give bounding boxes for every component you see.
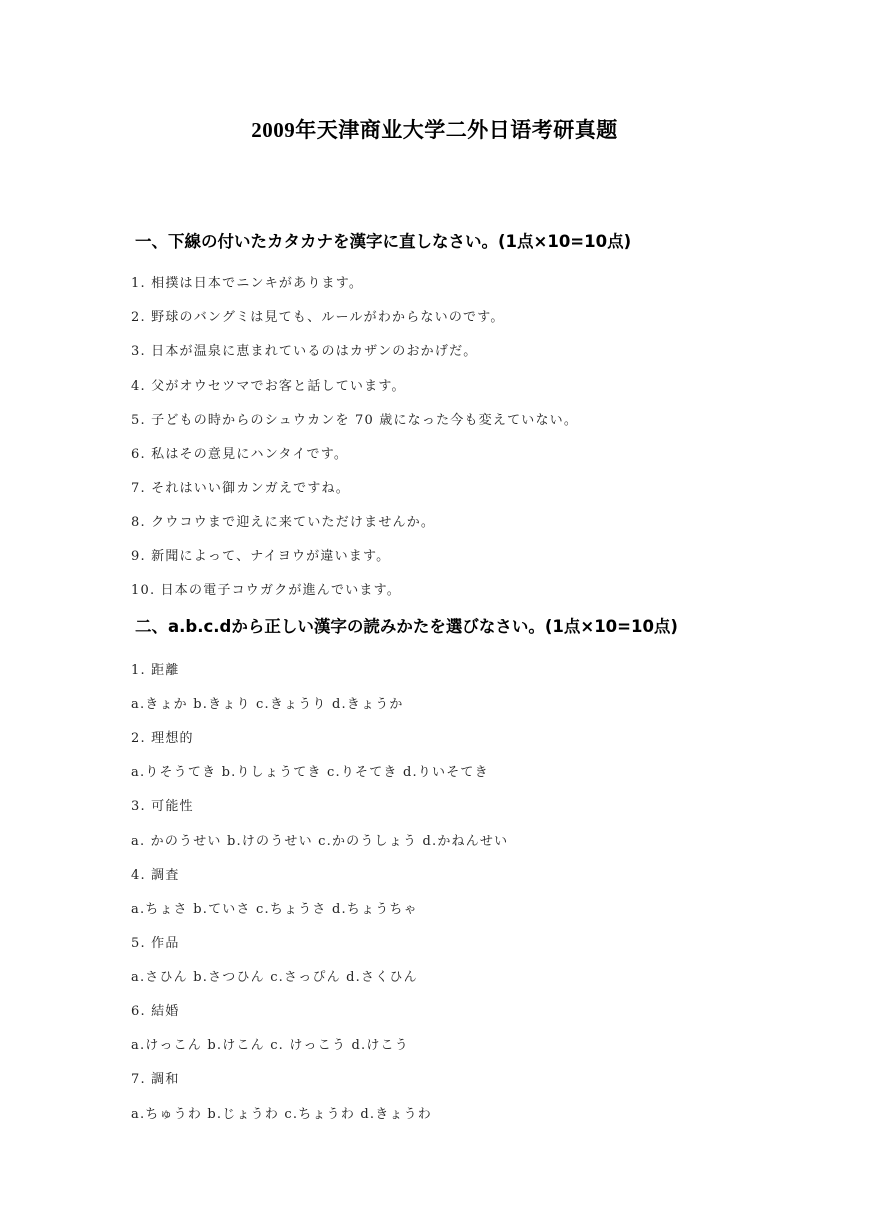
section-2-question: 6. 結婚: [131, 1004, 180, 1019]
section-1-item: 3. 日本が温泉に恵まれているのはカザンのおかげだ。: [131, 344, 478, 359]
section-2-question: 3. 可能性: [131, 799, 194, 814]
section-1-item: 5. 子どもの時からのシュウカンを 70 歳になった今も変えていない。: [131, 413, 579, 428]
section-2-options: a.さひん b.さつひん c.さっぴん d.さくひん: [131, 970, 418, 985]
section-1-item: 4. 父がオウセツマでお客と話しています。: [131, 379, 406, 394]
section-2-question: 2. 理想的: [131, 731, 194, 746]
section-1-heading: 一、下線の付いたカタカナを漢字に直しなさい。(1点×10=10点): [135, 232, 632, 251]
section-2-question: 4. 調査: [131, 868, 180, 883]
section-2-heading: 二、a.b.c.dから正しい漢字の読みかたを選びなさい。(1点×10=10点): [135, 617, 678, 636]
page-title: 2009年天津商业大学二外日语考研真题: [251, 118, 618, 142]
section-2-options: a.きょか b.きょり c.きょうり d.きょうか: [131, 697, 404, 712]
section-1-item: 9. 新聞によって、ナイヨウが違います。: [131, 549, 391, 564]
section-2-options: a.ちゅうわ b.じょうわ c.ちょうわ d.きょうわ: [131, 1107, 433, 1122]
section-1-item: 2. 野球のバングミは見ても、ルールがわからないのです。: [131, 310, 505, 325]
section-2-options: a. かのうせい b.けのうせい c.かのうしょう d.かねんせい: [131, 834, 509, 849]
section-1-item: 10. 日本の電子コウガクが進んでいます。: [131, 583, 401, 598]
section-2-question: 1. 距離: [131, 663, 180, 678]
section-2-options: a.けっこん b.けこん c. けっこう d.けこう: [131, 1038, 409, 1053]
section-2-options: a.ちょさ b.ていさ c.ちょうさ d.ちょうちゃ: [131, 902, 418, 917]
section-2-question: 5. 作品: [131, 936, 180, 951]
section-2-question: 7. 調和: [131, 1072, 180, 1087]
section-1-item: 1. 相撲は日本でニンキがあります。: [131, 276, 364, 291]
section-1-item: 6. 私はその意見にハンタイです。: [131, 447, 349, 462]
section-2-options: a.りそうてき b.りしょうてき c.りそてき d.りいそてき: [131, 765, 489, 780]
section-1-item: 8. クウコウまで迎えに来ていただけませんか。: [131, 515, 436, 530]
section-1-item: 7. それはいい御カンガえですね。: [131, 481, 350, 496]
